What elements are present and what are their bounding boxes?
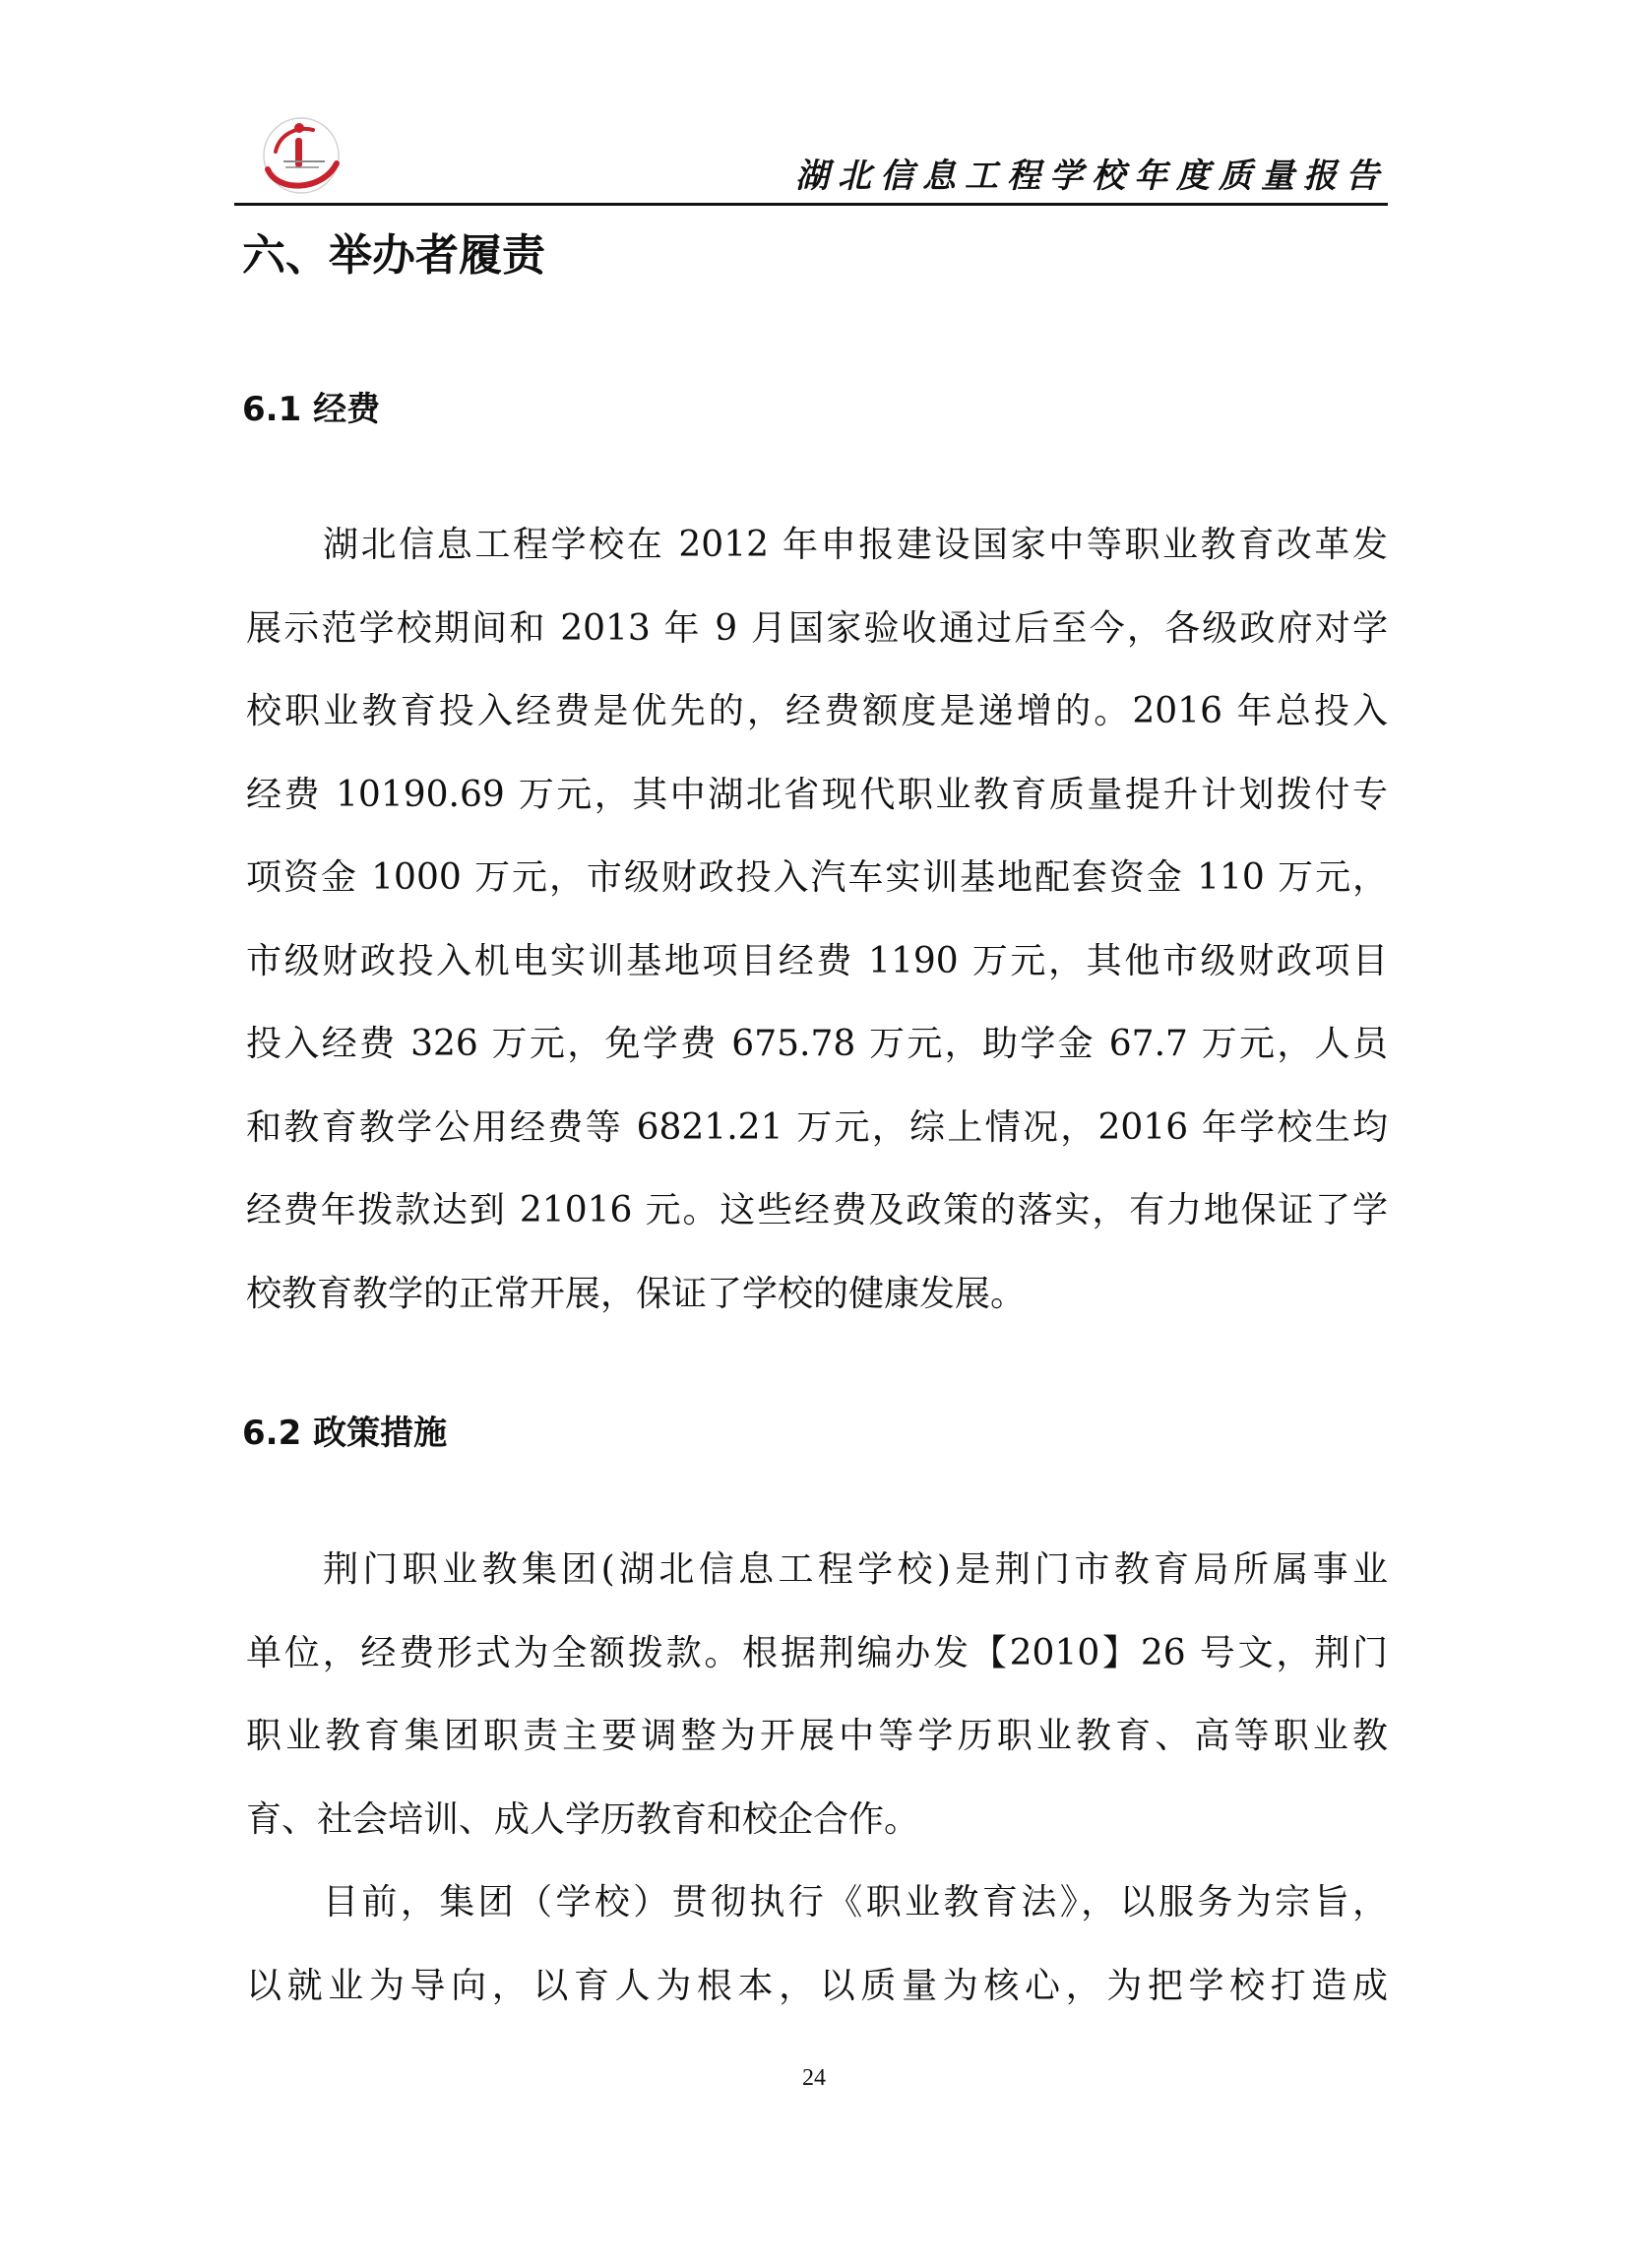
chapter-title: 六、举办者履责 [242, 230, 545, 281]
paragraph-line: 项资金 1000 万元，市级财政投入汽车实训基地配套资金 110 万元， [246, 857, 1388, 898]
paragraph-line: 职业教育集团职责主要调整为开展中等学历职业教育、高等职业教 [246, 1716, 1388, 1756]
school-logo [254, 108, 348, 197]
page-number: 24 [802, 2065, 826, 2091]
section-title-policy: 6.2 政策措施 [242, 1414, 448, 1453]
paragraph-line: 目前，集团（学校）贯彻执行《职业教育法》，以服务为宗旨， [323, 1882, 1388, 1922]
paragraph-line: 投入经费 326 万元，免学费 675.78 万元，助学金 67.7 万元，人员 [246, 1024, 1388, 1064]
paragraph-line: 以就业为导向，以育人为根本，以质量为核心，为把学校打造成 [246, 1965, 1388, 2006]
paragraph-line: 市级财政投入机电实训基地项目经费 1190 万元，其他市级财政项目 [246, 940, 1388, 981]
paragraph-line: 荆门职业教集团(湖北信息工程学校)是荆门市教育局所属事业 [323, 1549, 1388, 1590]
paragraph-line: 和教育教学公用经费等 6821.21 万元，综上情况，2016 年学校生均 [246, 1106, 1388, 1148]
section-title-funding: 6.1 经费 [242, 390, 381, 429]
paragraph-line: 育、社会培训、成人学历教育和校企合作。 [246, 1798, 920, 1840]
paragraph-policy-2 [246, 1861, 1388, 2028]
paragraph-line: 校教育教学的正常开展，保证了学校的健康发展。 [246, 1273, 1027, 1314]
paragraph-line: 展示范学校期间和 2013 年 9 月国家验收通过后至今，各级政府对学 [246, 607, 1388, 649]
paragraph-line: 单位，经费形式为全额拨款。根据荆编办发【2010】26 号文，荆门 [246, 1632, 1388, 1673]
paragraph-line: 经费 10190.69 万元，其中湖北省现代职业教育质量提升计划拨付专 [246, 774, 1388, 815]
header-title: 湖北信息工程学校年度质量报告 [795, 157, 1388, 196]
paragraph-line: 湖北信息工程学校在 2012 年申报建设国家中等职业教育改革发 [323, 525, 1388, 565]
paragraph-policy-1 [246, 1529, 1388, 1861]
paragraph-line: 校职业教育投入经费是优先的，经费额度是递增的。2016 年总投入 [246, 691, 1388, 731]
paragraph-funding [246, 504, 1388, 1336]
page-header [234, 98, 1388, 207]
header-divider [234, 203, 1388, 206]
paragraph-line: 经费年拨款达到 21016 元。这些经费及政策的落实，有力地保证了学 [246, 1190, 1388, 1230]
school-logo-icon [254, 108, 348, 197]
